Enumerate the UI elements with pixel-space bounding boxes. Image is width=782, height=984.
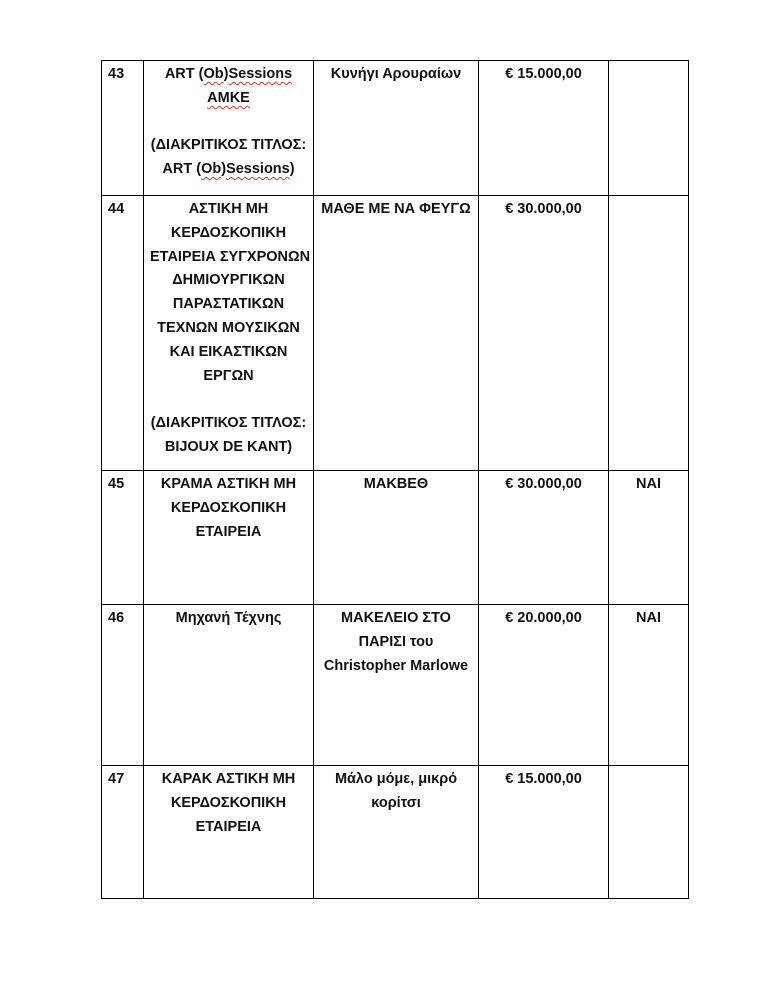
flag-cell	[609, 196, 689, 471]
grant-amount: € 30.000,00	[479, 196, 609, 471]
table-row	[102, 61, 689, 196]
organization-name: ΚΑΡΑΚ ΑΣΤΙΚΗ ΜΗ ΚΕΡΔΟΣΚΟΠΙΚΗ ΕΤΑΙΡΕΙΑ	[144, 766, 314, 899]
production-title: Μάλο μόμε, μικρό κορίτσι	[314, 766, 479, 899]
table-row	[102, 196, 689, 471]
production-title: Κυνήγι Αρουραίων	[314, 61, 479, 196]
flag-cell: ΝΑΙ	[609, 471, 689, 605]
table-row	[102, 471, 689, 605]
organization-name: ΚΡΑΜΑ ΑΣΤΙΚΗ ΜΗ ΚΕΡΔΟΣΚΟΠΙΚΗ ΕΤΑΙΡΕΙΑ	[144, 471, 314, 605]
grant-amount: € 15.000,00	[479, 766, 609, 899]
production-title: ΜΑΘΕ ΜΕ ΝΑ ΦΕΥΓΩ	[314, 196, 479, 471]
production-title: ΜΑΚΒΕΘ	[314, 471, 479, 605]
flag-cell	[609, 61, 689, 196]
organization-name: ΑΣΤΙΚΗ ΜΗ ΚΕΡΔΟΣΚΟΠΙΚΗ ΕΤΑΙΡΕΙΑ ΣΥΓΧΡΟΝΩΝ ΔΗΜΙΟΥΡΓΙΚΩΝ ΠΑΡΑΣΤΑΤΙΚΩΝ ΤΕΧΝΩΝ ΜΟΥΣΙΚΩΝ ΚΑΙ ΕΙΚΑΣΤΙΚΩΝ ΕΡΓΩΝ (ΔΙΑΚΡΙΤΙΚΟΣ ΤΙΤΛΟΣ: BIJOUX DE KANT)	[144, 196, 314, 471]
table-row	[102, 766, 689, 899]
flag-cell: ΝΑΙ	[609, 605, 689, 766]
grant-amount: € 15.000,00	[479, 61, 609, 196]
organization-name: ART (Ob)Sessions ΑΜΚΕ (ΔΙΑΚΡΙΤΙΚΟΣ ΤΙΤΛΟΣ: ART (Ob)Sessions)	[144, 61, 314, 196]
flag-cell	[609, 766, 689, 899]
production-title: ΜΑΚΕΛΕΙΟ ΣΤΟ ΠΑΡΙΣΙ του Christopher Marlowe	[314, 605, 479, 766]
grant-amount: € 20.000,00	[479, 605, 609, 766]
row-number: 44	[102, 196, 144, 471]
row-number: 45	[102, 471, 144, 605]
row-number: 46	[102, 605, 144, 766]
organization-name: Μηχανή Τέχνης	[144, 605, 314, 766]
grant-amount: € 30.000,00	[479, 471, 609, 605]
grants-table	[101, 60, 689, 899]
table-row	[102, 605, 689, 766]
row-number: 43	[102, 61, 144, 196]
row-number: 47	[102, 766, 144, 899]
